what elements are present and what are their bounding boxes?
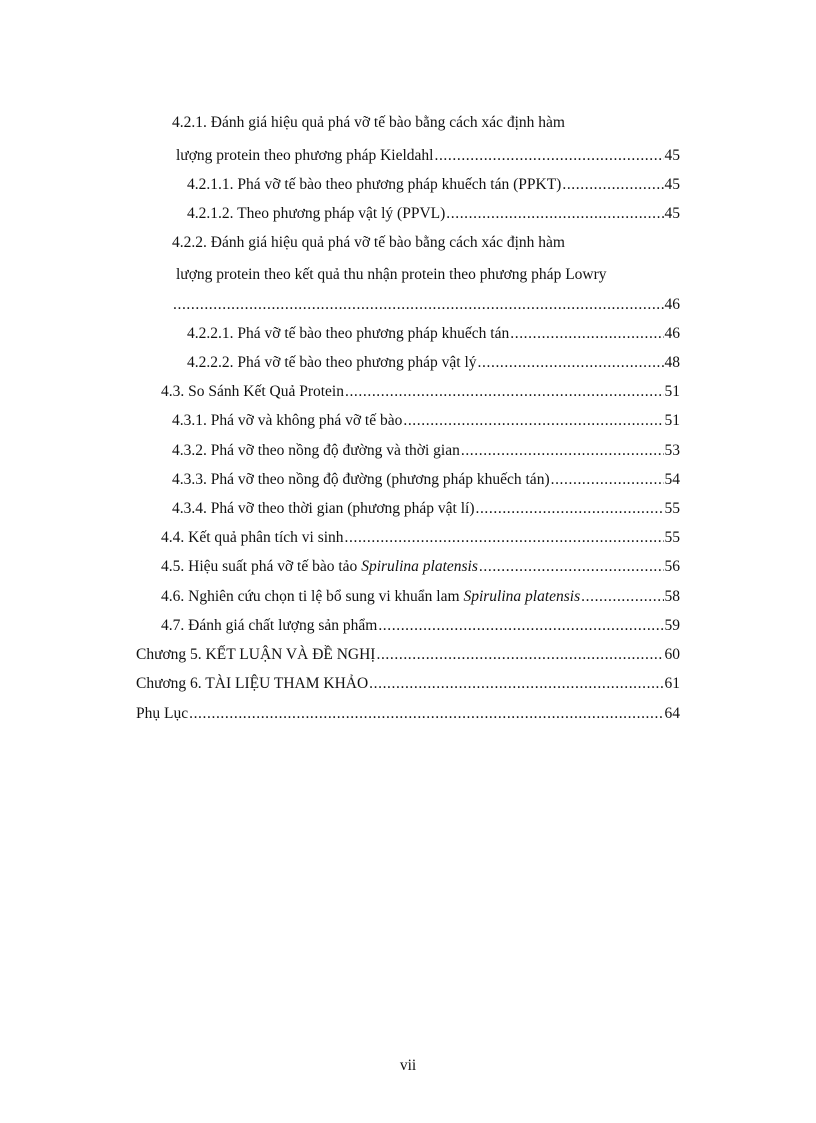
toc-page-number: 58 [664, 588, 680, 605]
toc-entry-label: Phụ Lục [136, 705, 189, 722]
toc-entry-label: 4.2.1.1. Phá vỡ tế bào theo phương pháp khuếch tán (PPKT) [187, 176, 562, 193]
dot-leader [478, 352, 664, 374]
dot-leader [173, 294, 664, 316]
toc-entry-chapter-5[interactable] [136, 644, 680, 666]
toc-page-number: 45 [664, 205, 680, 222]
dot-leader [345, 527, 664, 549]
dot-leader [378, 615, 663, 637]
toc-entry-4-2-1-line1: 4.2.1. Đánh giá hiệu quả phá vỡ tế bào bằng cách xác định hàm [172, 114, 565, 131]
toc-entry-chapter-6[interactable] [136, 673, 680, 695]
toc-page-number: 56 [664, 558, 680, 575]
toc-entry-label: Chương 5. KẾT LUẬN VÀ ĐỀ NGHỊ [136, 646, 376, 663]
toc-page-number: 46 [664, 296, 680, 313]
toc-entry-label: 4.4. Kết quả phân tích vi sinh [161, 529, 344, 546]
toc-entry-4-4[interactable] [161, 527, 680, 549]
toc-entry-4-3-2[interactable] [172, 440, 680, 462]
dot-leader [189, 703, 663, 725]
toc-page-number: 55 [664, 529, 680, 546]
dot-leader [562, 174, 663, 196]
dot-leader [551, 469, 664, 491]
toc-entry-4-2-1[interactable] [176, 145, 680, 167]
dot-leader [461, 440, 664, 462]
toc-entry-label: lượng protein theo phương pháp Kieldahl [176, 147, 434, 164]
toc-entry-italic: Spirulina platensis [361, 558, 478, 575]
toc-entry-label: 4.3.4. Phá vỡ theo thời gian (phương pháp vật lí) [172, 500, 475, 517]
dot-leader [479, 556, 664, 578]
page-number-footer: vii [399, 1057, 417, 1074]
toc-page-number: 51 [664, 412, 680, 429]
toc-entry-label: 4.2.1.2. Theo phương pháp vật lý (PPVL) [187, 205, 446, 222]
toc-entry-4-5[interactable] [161, 556, 680, 578]
toc-entry-4-3-4[interactable] [172, 498, 680, 520]
toc-entry-4-2-2-2[interactable] [187, 352, 680, 374]
toc-page-number: 51 [664, 383, 680, 400]
toc-page-number: 48 [664, 354, 680, 371]
dot-leader [510, 323, 663, 345]
toc-entry-appendix[interactable] [136, 703, 680, 725]
dot-leader [345, 381, 664, 403]
dot-leader [376, 644, 663, 666]
dot-leader [403, 410, 663, 432]
toc-entry-4-2-2-line2: lượng protein theo kết quả thu nhận protein theo phương pháp Lowry [176, 266, 607, 283]
toc-entry-4-3[interactable] [161, 381, 680, 403]
toc-entry-4-3-1[interactable] [172, 410, 680, 432]
toc-entry-label [161, 586, 580, 608]
toc-page-number: 45 [664, 147, 680, 164]
toc-entry-4-7[interactable] [161, 615, 680, 637]
dot-leader [369, 673, 663, 695]
dot-leader [581, 586, 663, 608]
toc-entry-4-2-2[interactable] [172, 294, 680, 316]
toc-entry-italic: Spirulina platensis [463, 588, 581, 605]
toc-page-number: 59 [664, 617, 680, 634]
toc-entry-label [161, 556, 478, 578]
toc-entry-text: 4.6. Nghiên cứu chọn ti lệ bổ sung vi khuẩn lam [161, 588, 464, 605]
toc-page-number: 46 [664, 325, 680, 342]
toc-page-number: 53 [664, 442, 680, 459]
toc-page-number: 60 [664, 646, 680, 663]
toc-entry-4-2-1-1[interactable] [187, 174, 680, 196]
toc-entry-4-6[interactable] [161, 586, 680, 608]
dot-leader [475, 498, 663, 520]
toc-entry-label: 4.3.1. Phá vỡ và không phá vỡ tế bào [172, 412, 403, 429]
toc-page-number: 64 [664, 705, 680, 722]
dot-leader [446, 203, 663, 225]
toc-entry-label: 4.7. Đánh giá chất lượng sản phẩm [161, 617, 378, 634]
toc-entry-4-3-3[interactable] [172, 469, 680, 491]
toc-entry-label: Chương 6. TÀI LIỆU THAM KHẢO [136, 675, 369, 692]
toc-entry-text: 4.5. Hiệu suất phá vỡ tế bào tảo [161, 558, 362, 575]
toc-entry-label: 4.2.2.2. Phá vỡ tế bào theo phương pháp vật lý [187, 354, 477, 371]
toc-entry-label: 4.3. So Sánh Kết Quả Protein [161, 383, 344, 400]
toc-entry-4-2-1-2[interactable] [187, 203, 680, 225]
toc-page-number: 61 [664, 675, 680, 692]
toc-entry-label: 4.3.3. Phá vỡ theo nồng độ đường (phương pháp khuếch tán) [172, 471, 550, 488]
toc-entry-label: 4.2.2.1. Phá vỡ tế bào theo phương pháp khuếch tán [187, 325, 510, 342]
toc-page-number: 45 [664, 176, 680, 193]
toc-page-number: 54 [664, 471, 680, 488]
toc-entry-4-2-2-line1: 4.2.2. Đánh giá hiệu quả phá vỡ tế bào bằng cách xác định hàm [172, 234, 565, 251]
toc-entry-label: 4.3.2. Phá vỡ theo nồng độ đường và thời gian [172, 442, 460, 459]
toc-entry-4-2-2-1[interactable] [187, 323, 680, 345]
toc-page-number: 55 [664, 500, 680, 517]
dot-leader [434, 145, 663, 167]
